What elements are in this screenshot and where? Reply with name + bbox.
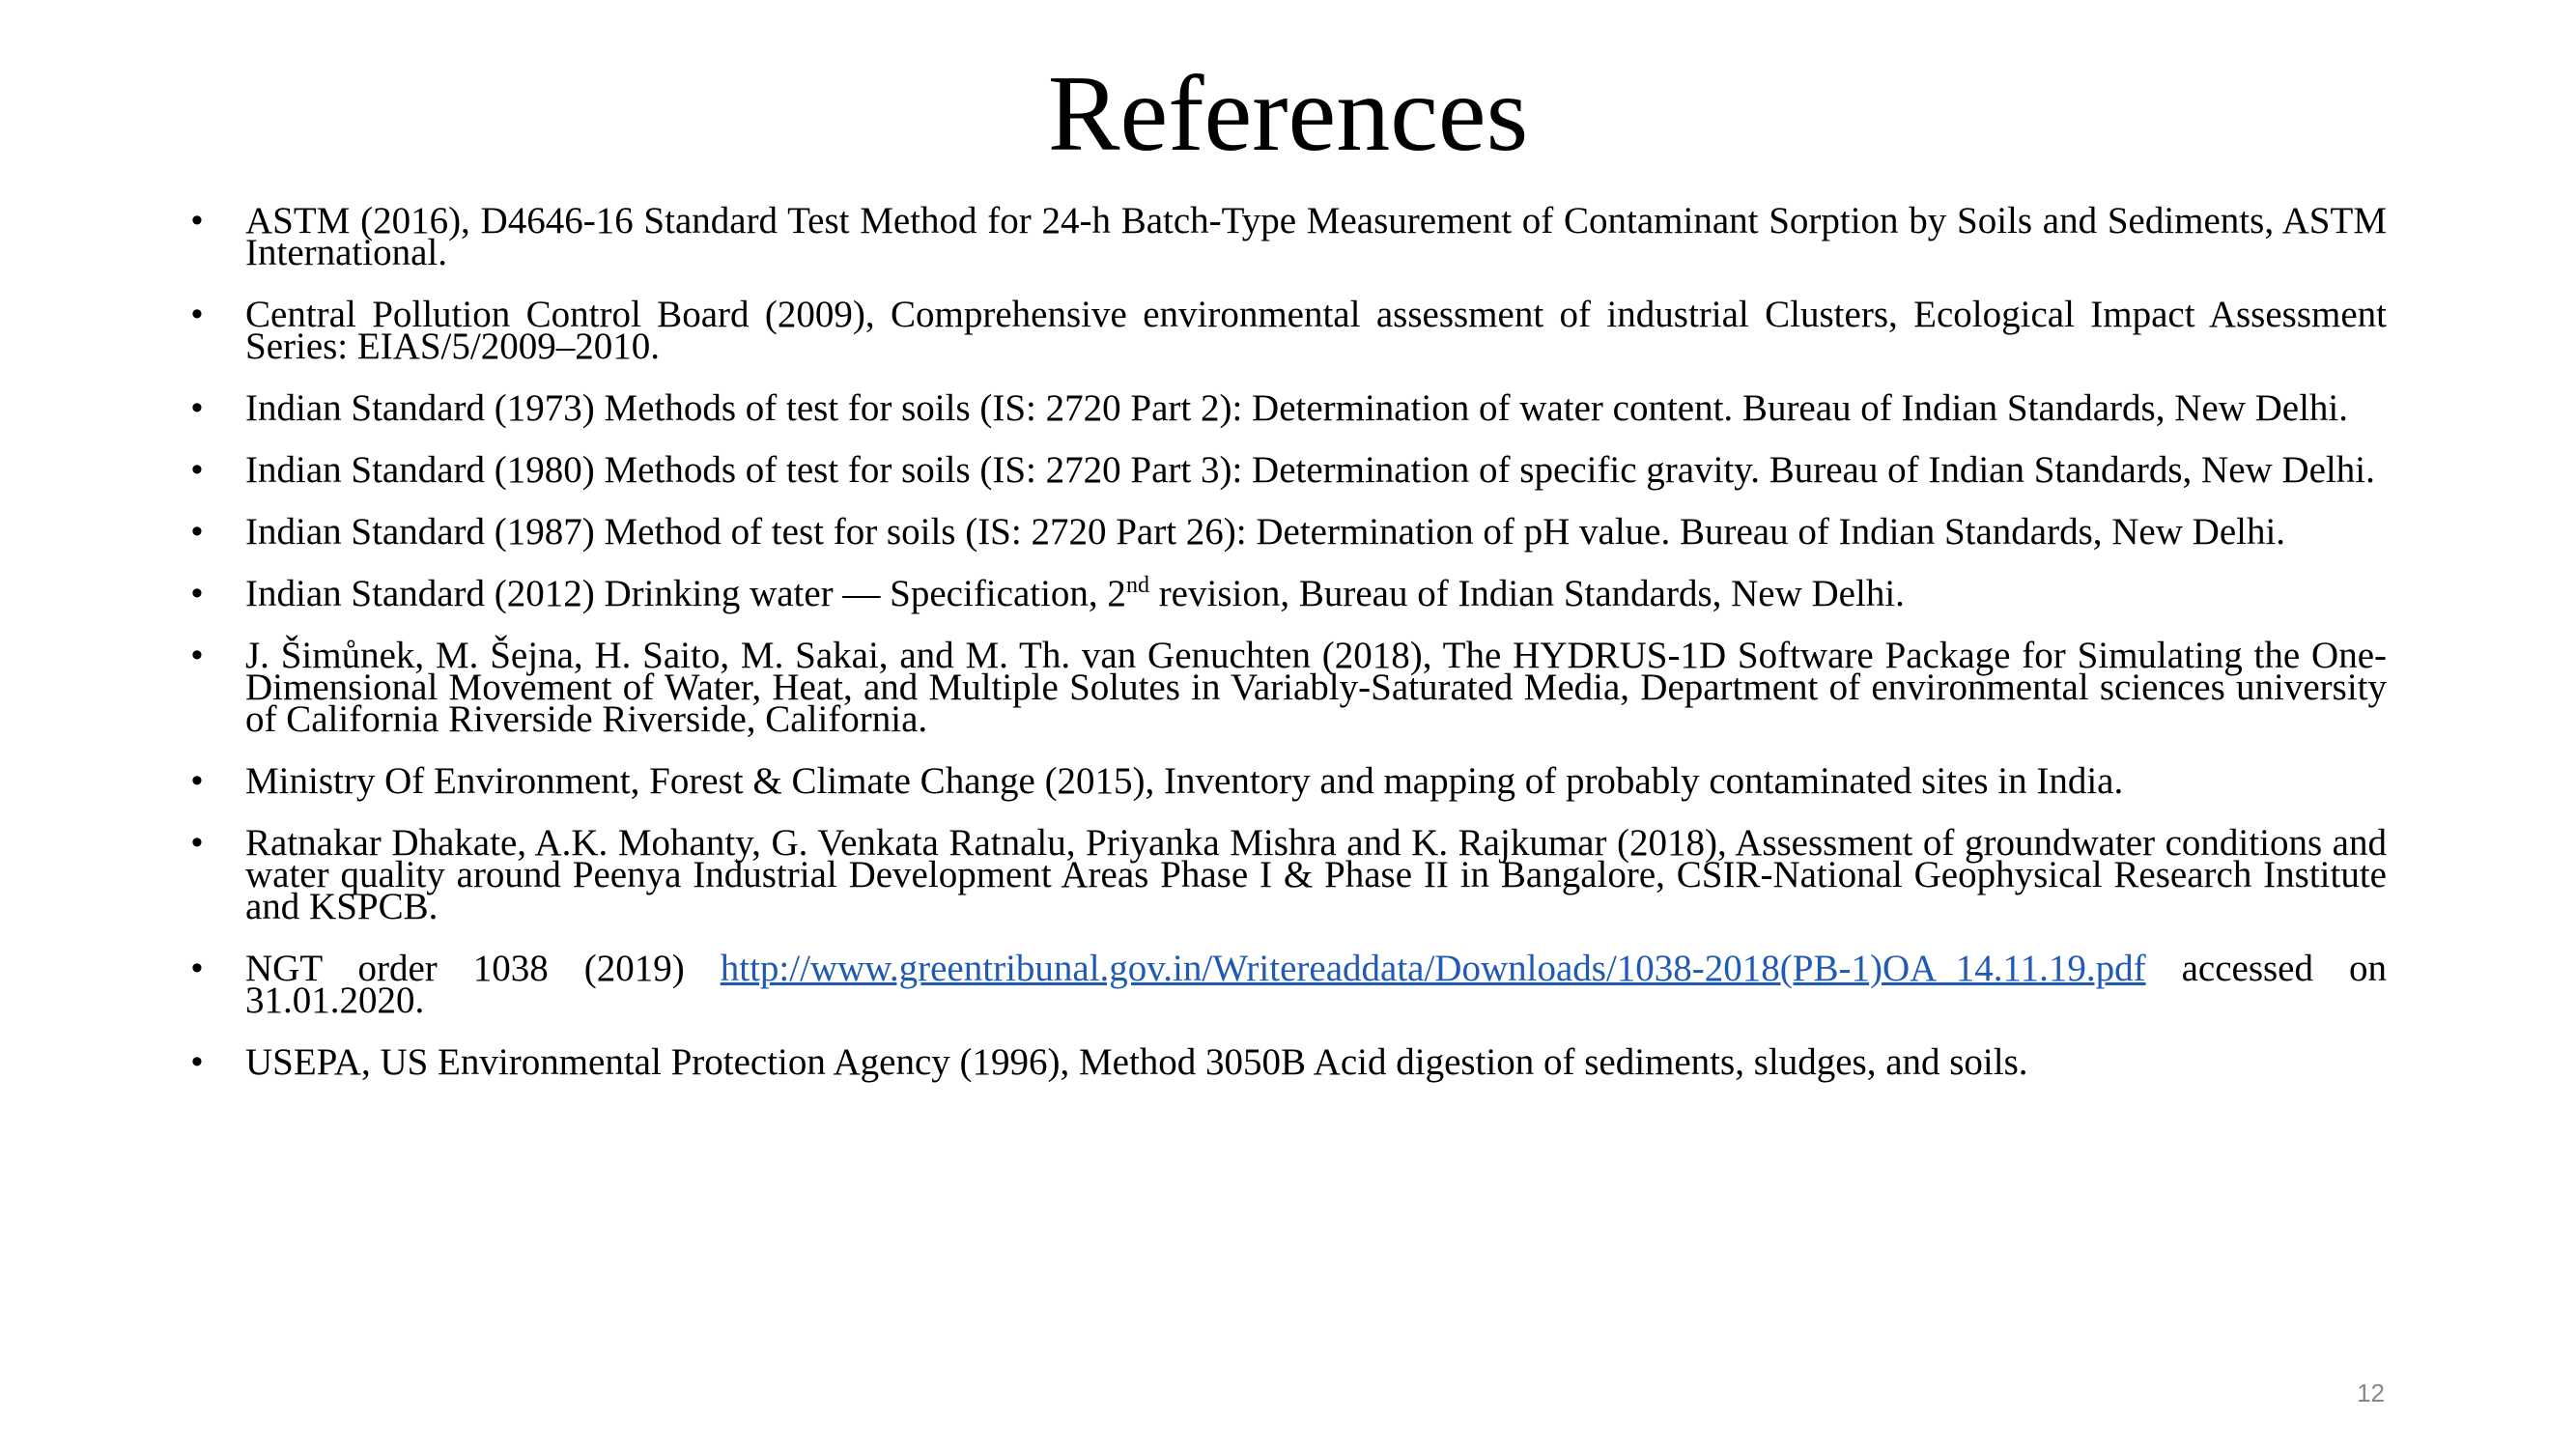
reference-text: Indian Standard (1987) Method of test for soils (IS: 2720 Part 26): Determination of pH value. Bureau of Indian Standards, New Delhi. [245, 511, 2286, 553]
reference-text-part: accessed on 31.01.2020. [245, 948, 2387, 1021]
reference-text: Indian Standard (1980) Methods of test for soils (IS: 2720 Part 3): Determination of specific gravity. Bureau of Indian Standards, New Delhi. [245, 449, 2375, 491]
bullet-icon: • [191, 202, 203, 239]
bullet-icon: • [191, 451, 203, 488]
reference-text: Ministry Of Environment, Forest & Climate Change (2015), Inventory and mapping of probably contaminated sites in India. [245, 760, 2124, 802]
reference-item [191, 294, 2387, 367]
reference-text [245, 948, 2387, 1021]
reference-text-part: NGT order 1038 (2019) [245, 948, 721, 989]
bullet-icon: • [191, 950, 203, 986]
bullet-icon: • [191, 575, 203, 611]
reference-item [191, 511, 2387, 553]
reference-item [191, 822, 2387, 927]
reference-text: ASTM (2016), D4646-16 Standard Test Method for 24-h Batch-Type Measurement of Contaminant Sorption by Soils and Sediments, ASTM International. [245, 200, 2387, 273]
reference-text: USEPA, US Environmental Protection Agency (1996), Method 3050B Acid digestion of sediments, sludges, and soils. [245, 1041, 2028, 1083]
reference-text-part: Indian Standard (2012) Drinking water — Specification, 2 [245, 573, 1126, 614]
reference-text: Central Pollution Control Board (2009), Comprehensive environmental assessment of industrial Clusters, Ecological Impact Assessment Series: EIAS/5/2009–2010. [245, 294, 2387, 367]
bullet-icon: • [191, 824, 203, 861]
slide-title: References [1047, 54, 1529, 174]
bullet-icon: • [191, 1043, 203, 1080]
reference-item [191, 760, 2387, 802]
reference-item [191, 200, 2387, 273]
reference-text-part: revision, Bureau of Indian Standards, New Delhi. [1148, 573, 1905, 614]
bullet-icon: • [191, 389, 203, 426]
reference-item [191, 449, 2387, 491]
bullet-icon: • [191, 637, 203, 673]
bullet-icon: • [191, 762, 203, 799]
reference-item [191, 573, 2387, 614]
superscript-ordinal: nd [1125, 573, 1149, 598]
page-number: 12 [2357, 1378, 2385, 1407]
reference-text: J. Šimůnek, M. Šejna, H. Saito, M. Sakai, and M. Th. van Genuchten (2018), The HYDRUS-1D Software Package for Simulating the One-Dimensional Movement of Water, Heat, and Multiple Solutes in Variably-Saturated Media, Department of environmental sciences university of California Riverside Riverside, California. [245, 635, 2387, 740]
reference-text [245, 573, 1905, 614]
reference-text: Indian Standard (1973) Methods of test for soils (IS: 2720 Part 2): Determination of water content. Bureau of Indian Standards, New Delhi. [245, 387, 2349, 429]
bullet-icon: • [191, 296, 203, 332]
ngt-order-link[interactable]: http://www.greentribunal.gov.in/Writereaddata/Downloads/1038-2018(PB-1)OA_14.11.19.pdf [720, 948, 2146, 989]
reference-item [191, 948, 2387, 1021]
bullet-icon: • [191, 513, 203, 550]
reference-list [191, 200, 2387, 1108]
reference-item [191, 635, 2387, 740]
reference-item [191, 387, 2387, 429]
reference-item [191, 1041, 2387, 1083]
reference-text: Ratnakar Dhakate, A.K. Mohanty, G. Venkata Ratnalu, Priyanka Mishra and K. Rajkumar (2018), Assessment of groundwater conditions and water quality around Peenya Industrial Development Areas Phase I & Phase II in Bangalore, CSIR-National Geophysical Research Institute and KSPCB. [245, 822, 2387, 927]
